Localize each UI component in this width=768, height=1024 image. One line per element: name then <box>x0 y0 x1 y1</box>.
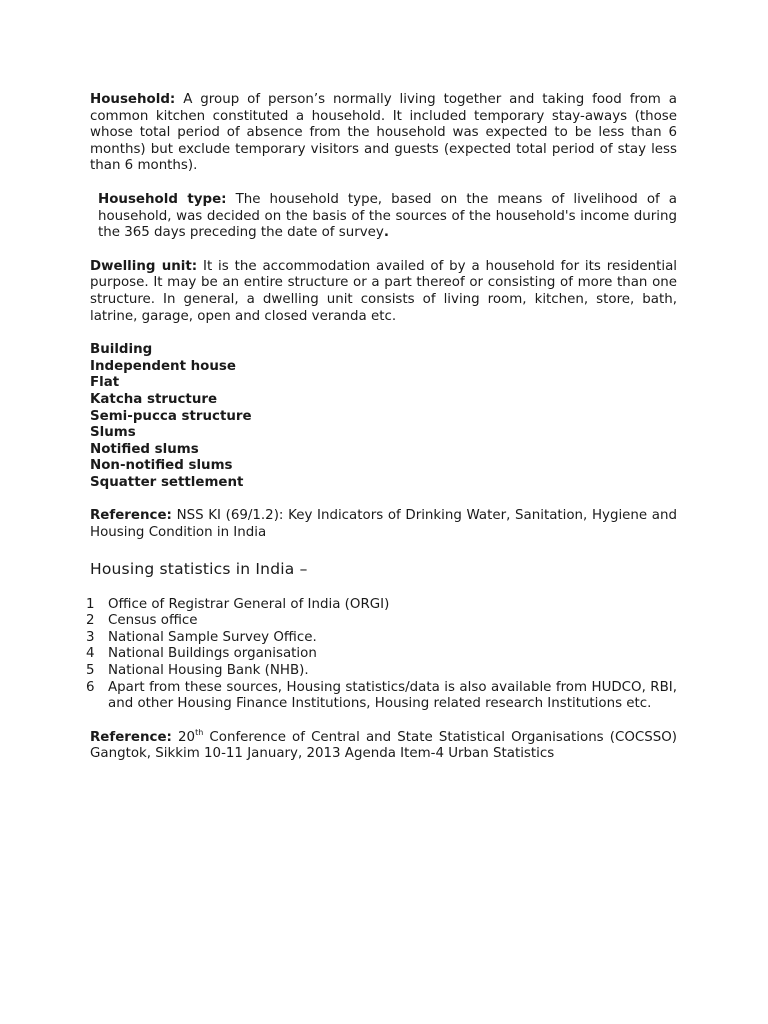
household-type-text: The household type, based on the means of livelihood of a household, was decided on the basis of the sources of the household's income during the 365 days preceding the date of survey <box>98 191 678 241</box>
structure-type-item: Flat <box>90 375 120 391</box>
dwelling-unit-text: It is the accommodation availed of by a household for its residential purpose. It may be an entire structure or a part thereof or consisting of more than one structure. In general, a dwelling unit consists of living room, kitchen, store, bath, latrine, garage, open and closed veranda etc. <box>90 258 678 324</box>
structure-type-item: Building <box>90 342 153 358</box>
ordinal-suffix: th <box>195 727 204 737</box>
household-type-period: . <box>383 225 389 241</box>
reference-cocsso <box>90 727 678 763</box>
source-number: 4 <box>86 646 95 662</box>
source-number: 6 <box>86 679 95 695</box>
source-number: 3 <box>86 629 95 645</box>
structure-type-item: Notified slums <box>90 441 199 457</box>
structure-type-item: Slums <box>90 425 136 441</box>
section-heading: Housing statistics in India – <box>90 559 308 578</box>
household-type-label: Household type: <box>98 191 227 207</box>
structure-type-item: Semi-pucca structure <box>90 408 252 424</box>
structure-type-item: Squatter settlement <box>90 474 244 490</box>
source-number: 2 <box>86 613 95 629</box>
source-text: Apart from these sources, Housing statistics/data is also available from HUDCO, RBI, and other Housing Finance Institutions, Housing related research Institutions etc. <box>108 679 677 712</box>
source-text: National Housing Bank (NHB). <box>108 663 309 679</box>
dwelling-unit-label: Dwelling unit: <box>90 258 198 274</box>
source-item <box>86 663 677 680</box>
structure-type-item: Non-notified slums <box>90 458 233 474</box>
household-definition <box>90 92 677 175</box>
reference-nss <box>90 508 677 541</box>
source-item <box>86 629 677 647</box>
source-number: 5 <box>86 663 95 679</box>
source-text: National Sample Survey Office. <box>108 629 317 645</box>
reference-text-pre: 20 <box>171 729 196 745</box>
source-text: National Buildings organisation <box>108 646 317 662</box>
household-text: A group of person’s normally living together and taking food from a common kitchen constituted a household. It included temporary stay-aways (those whose total period of absence from the household was expected to be less than 6 months) but exclude temporary visitors and guests (expected total period of stay less than 6 months). <box>90 92 677 174</box>
document-content <box>86 92 678 780</box>
household-label: Household: <box>90 92 176 107</box>
source-item <box>86 646 677 663</box>
source-item <box>86 613 677 630</box>
source-text: Census office <box>108 613 198 629</box>
dwelling-unit-definition <box>90 259 677 325</box>
structure-type-item: Katcha structure <box>90 391 218 407</box>
source-item <box>86 679 677 713</box>
reference-text: NSS KI (69/1.2): Key Indicators of Drinking Water, Sanitation, Hygiene and Housing Condition in India <box>90 508 677 541</box>
source-item <box>86 596 677 614</box>
reference-label: Reference: <box>90 508 172 524</box>
reference-label: Reference: <box>90 729 172 745</box>
structure-type-list <box>90 342 677 491</box>
source-number: 1 <box>86 596 95 612</box>
source-text: Office of Registrar General of India (ORGI) <box>108 596 390 612</box>
household-type-definition <box>90 192 677 242</box>
structure-type-item: Independent house <box>90 358 236 374</box>
reference-text: Conference of Central and State Statistical Organisations (COCSSO) Gangtok, Sikkim 10-11 January, 2013 Agenda Item-4 Urban Statistics <box>90 729 678 762</box>
sources-list <box>86 596 677 713</box>
